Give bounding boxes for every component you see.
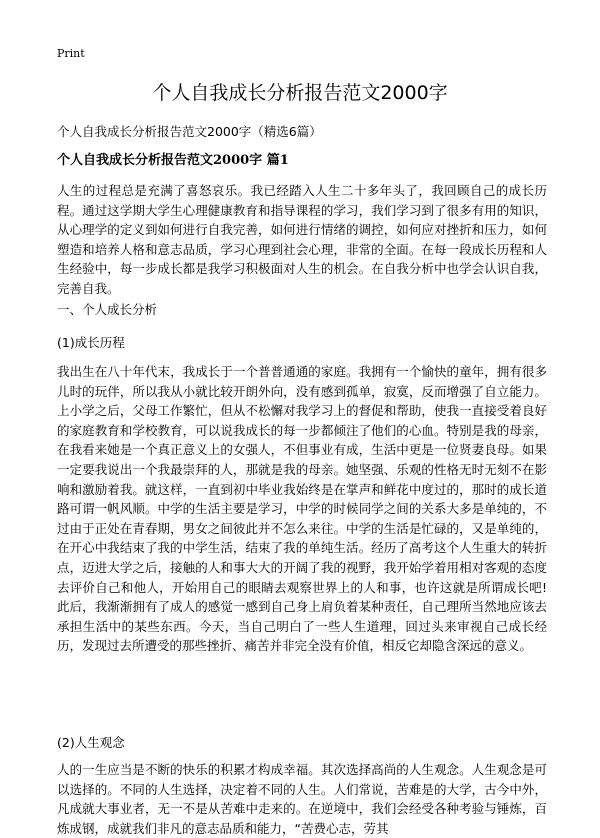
document-subtitle: 个人自我成长分析报告范文2000字（精选6篇） bbox=[57, 124, 322, 139]
page-title: 个人自我成长分析报告范文2000字 bbox=[152, 82, 448, 104]
sub-heading-life-view: (2)人生观念 bbox=[57, 735, 125, 750]
outline-heading: 一、个人成长分析 bbox=[57, 302, 158, 317]
intro-paragraph: 人生的过程总是充满了喜怒哀乐。我已经踏入人生二十多年头了，我回顾自己的成长历程。通过这学期大学生心理健康教育和指导课程的学习，我们学习到了很多有用的知识，从心理学的定义到如何进行自我完善，如何进行情绪的调控，如何应对挫折和压力，如何塑造和培养人格和意志品质，学习心理到社会心理，非常的全面。在每一段成长历程和人生经验中，每一步成长都是我学习积极面对人生的机会。在自我分析中也学会认识自我，完善自我。 bbox=[57, 183, 547, 296]
sub-heading-growth: (1)成长历程 bbox=[57, 335, 125, 350]
growth-paragraph: 我出生在八十年代末，我成长于一个普普通通的家庭。我拥有一个愉快的童年，拥有很多儿时的玩伴，所以我从小就比较开朗外向，没有感到孤单，寂寞，反而增强了自立能力。上小学之后，父母工作繁忙，但从不松懈对我学习上的督促和帮助，使我一直接受着良好的家庭教育和学校教育，可以说我成长的每一步都倾注了他们的心血。特别是我的母亲，在我看来她是一个真正意义上的女强人，不但事业有成，生活中更是一位贤妻良母。如果一定要我说出一个我最崇拜的人，那就是我的母亲。她坚强、乐观的性格无时无刻不在影响和激励着我。就这样，一直到初中毕业我始终是在掌声和鲜花中度过的，那时的成长道路可谓一帆风顺。中学的生活主要是学习，中学的时候同学之间的关系大多是单纯的，不过由于正处在青春期，男女之间彼此并不怎么来往。中学的生活是忙碌的，又是单纯的，在开心中我结束了我的中学生活，结束了我的单纯生活。经历了高考这个人生重大的转折点，迈进大学之后，接触的人和事大大的开阔了我的视野，我开始学着用相对客观的态度去评价自己和他人，开始用自己的眼睛去观察世界上的人和事，也许这就是所谓成长吧!此后，我渐渐拥有了成人的感觉一感到自己身上肩负着某种责任，自己理所当然地应该去承担生活中的某些东西。今天，当自己明白了一些人生道理，回过头来审视自己成长经历，发现过去所遭受的那些挫折、痛苦并非完全没有价值，相反它却隐含深远的意义。 bbox=[57, 364, 547, 654]
section-heading: 个人自我成长分析报告范文2000字 篇1 bbox=[57, 153, 289, 168]
life-view-paragraph: 人的一生应当是不断的快乐的积累才构成幸福。其次选择高尚的人生观念。人生观念是可以选择的。不同的人生选择，决定着不同的人生。人们常说，苦难是的大学，古今中外，凡成就大事业者，无一不是从苦难中走来的。在逆境中，我们会经受各种考验与锤炼，百炼成钢，成就我们非凡的意志品质和能力，“苦费心志，劳其 bbox=[57, 762, 547, 836]
print-link[interactable]: Print bbox=[57, 47, 85, 60]
